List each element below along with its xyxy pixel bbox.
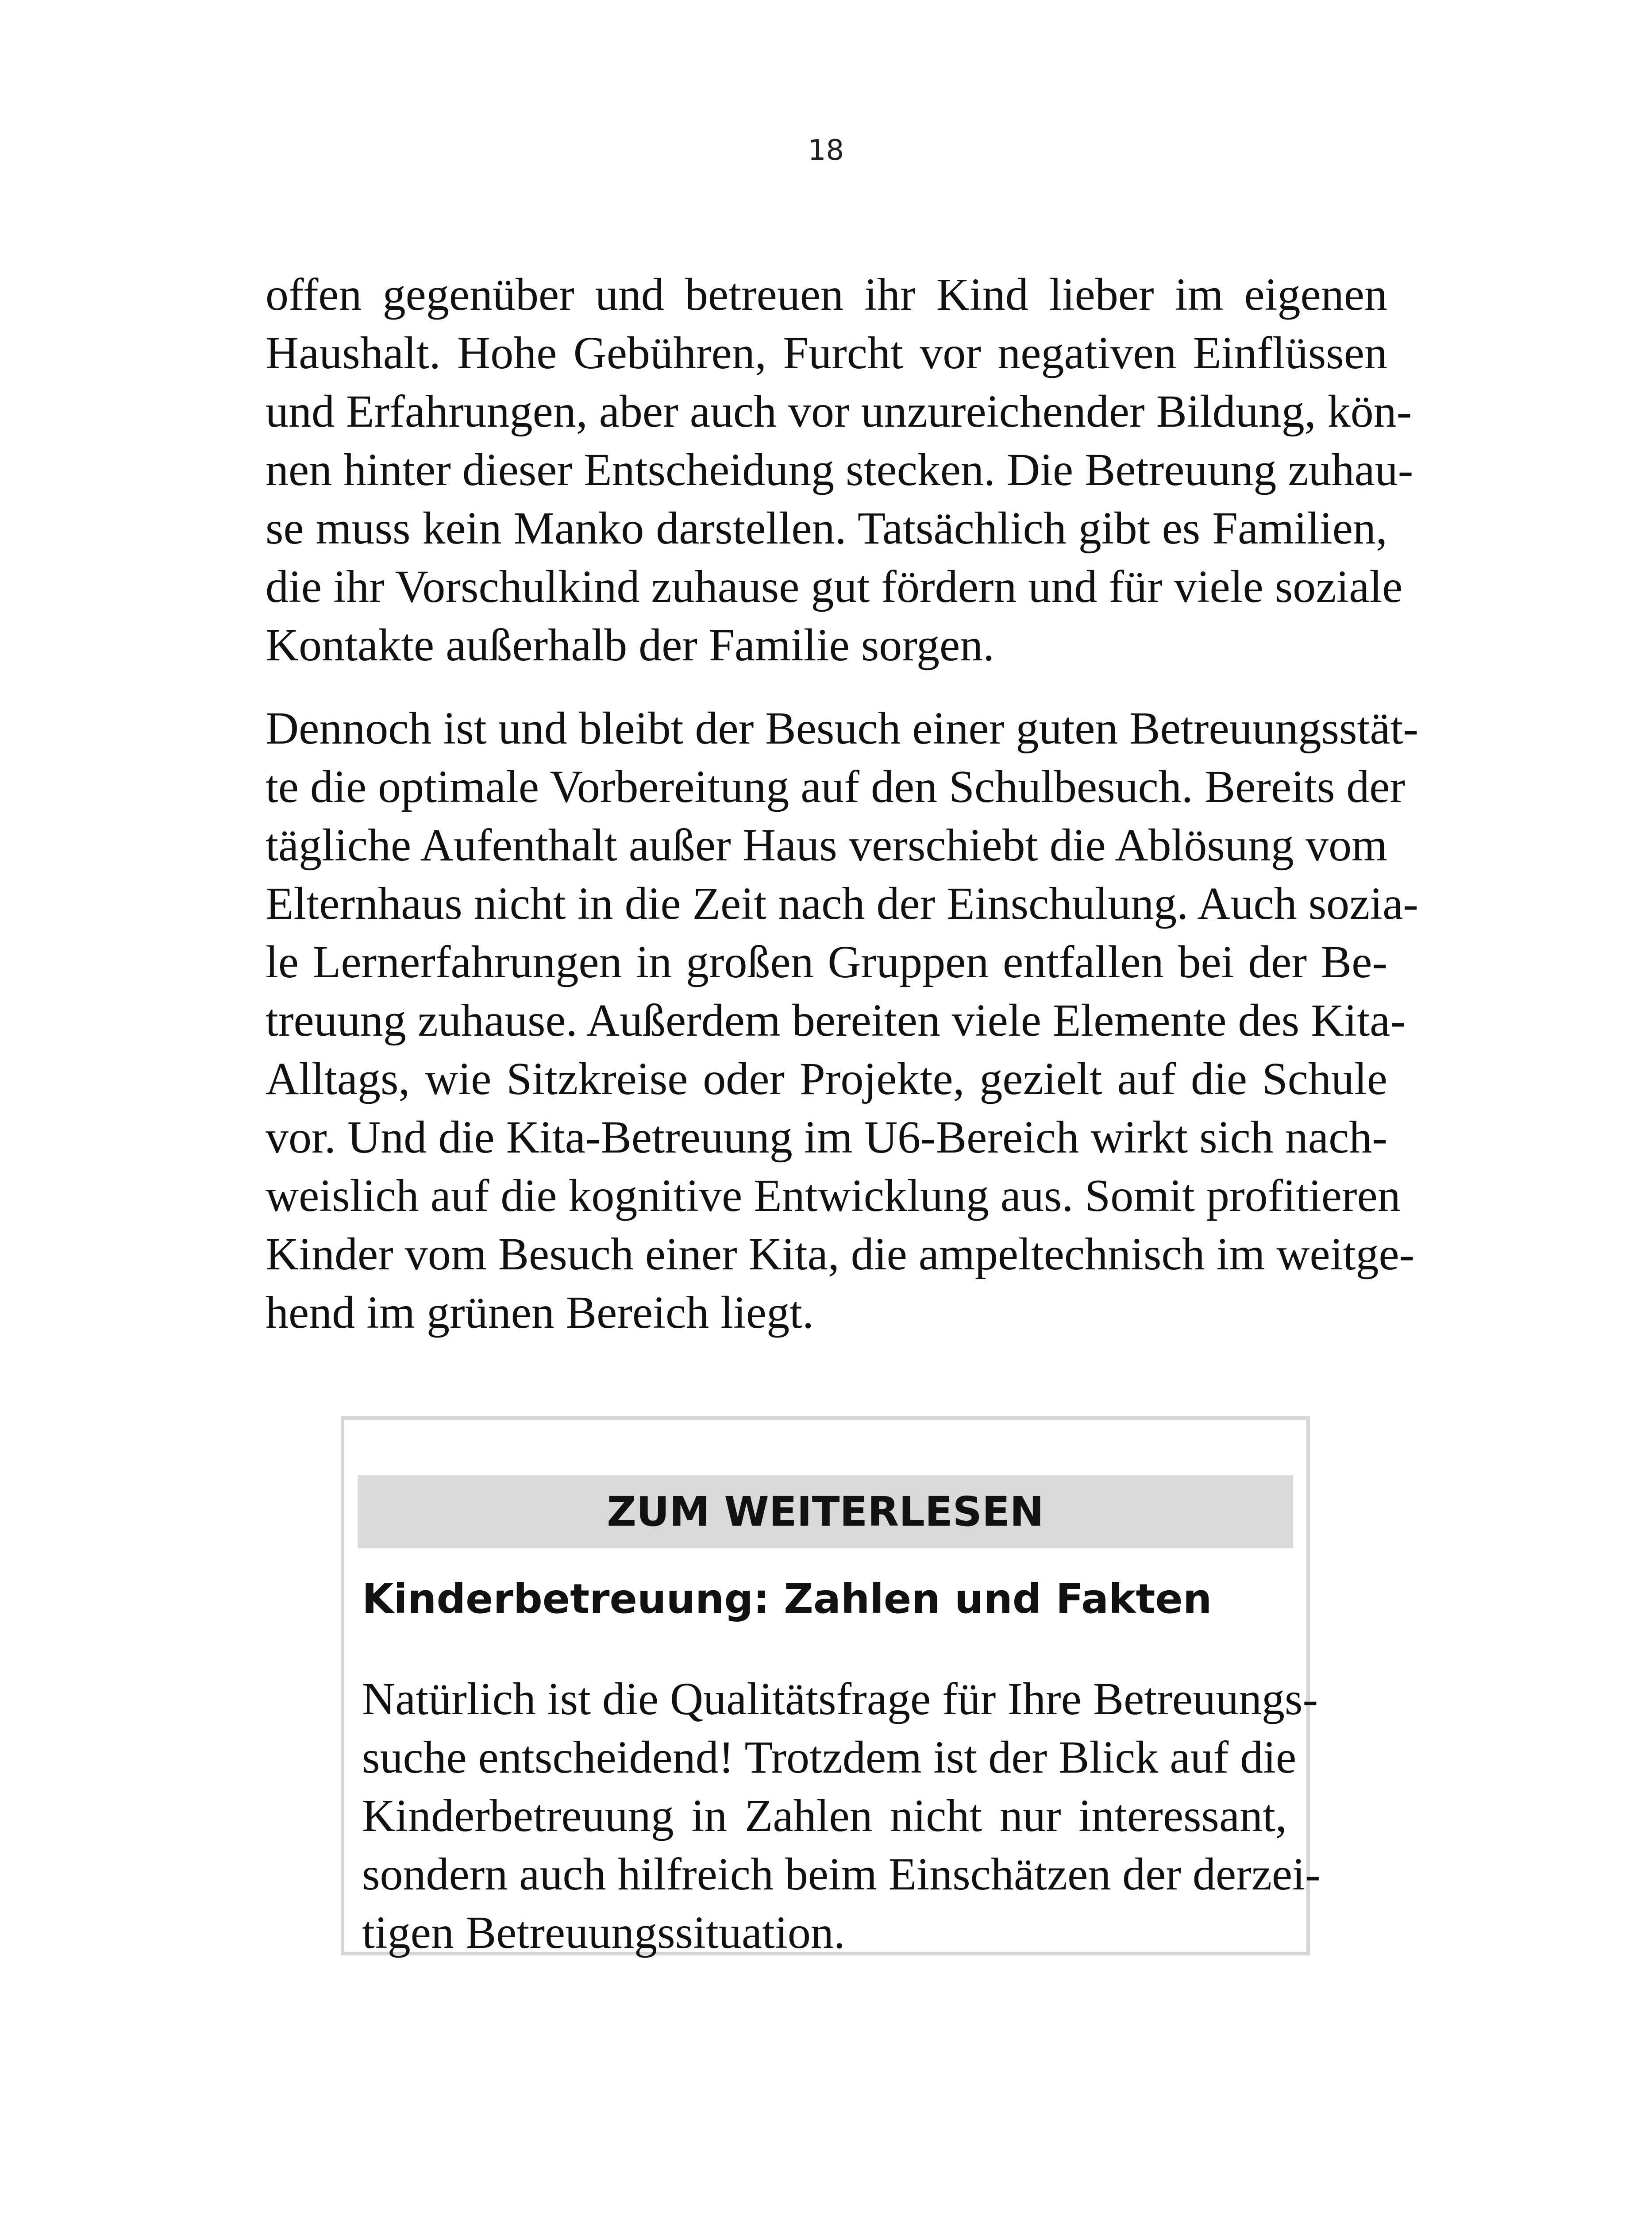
text-line: vor. Und die Kita-Betreuung im U6-Bereich wirkt sich nach- bbox=[266, 1112, 1387, 1163]
further-reading-box bbox=[341, 1416, 1321, 1958]
page-number: 18 bbox=[808, 134, 844, 167]
text-line: und Erfahrungen, aber auch vor unzureichender Bildung, kön- bbox=[266, 386, 1412, 437]
text-line: Kontakte außerhalb der Familie sorgen. bbox=[266, 620, 995, 671]
text-line: Kinderbetreuung in Zahlen nicht nur interessant, bbox=[362, 1790, 1287, 1841]
text-line: weislich auf die kognitive Entwicklung aus. Somit profitieren bbox=[266, 1170, 1401, 1221]
text-line: tägliche Aufenthalt außer Haus verschiebt die Ablösung vom bbox=[266, 820, 1387, 871]
text-line: offen gegenüber und betreuen ihr Kind lieber im eigenen bbox=[266, 269, 1387, 320]
body-paragraph-1 bbox=[266, 266, 1413, 675]
body-paragraph-2 bbox=[266, 699, 1419, 1342]
text-line: le Lernerfahrungen in großen Gruppen entfallen bei der Be- bbox=[266, 937, 1387, 987]
text-line: Kinder vom Besuch einer Kita, die ampeltechnisch im weitge- bbox=[266, 1229, 1415, 1280]
text-line: hend im grünen Bereich liegt. bbox=[266, 1287, 814, 1338]
text-line: nen hinter dieser Entscheidung stecken. Die Betreuung zuhau- bbox=[266, 444, 1413, 495]
text-line: Dennoch ist und bleibt der Besuch einer guten Betreuungsstät- bbox=[266, 703, 1419, 754]
further-reading-heading: Kinderbetreuung: Zahlen und Fakten bbox=[362, 1575, 1212, 1623]
text-line: te die optimale Vorbereitung auf den Schulbesuch. Bereits der bbox=[266, 761, 1406, 812]
text-line: Alltags, wie Sitzkreise oder Projekte, gezielt auf die Schule bbox=[266, 1053, 1387, 1104]
text-line: Elternhaus nicht in die Zeit nach der Einschulung. Auch sozia- bbox=[266, 878, 1419, 929]
text-line: treuung zuhause. Außerdem bereiten viele Elemente des Kita- bbox=[266, 995, 1406, 1046]
text-line: die ihr Vorschulkind zuhause gut fördern und für viele soziale bbox=[266, 561, 1403, 612]
further-reading-banner: ZUM WEITERLESEN bbox=[358, 1475, 1293, 1548]
further-reading-text bbox=[362, 1670, 1321, 1962]
text-line: suche entscheidend! Trotzdem ist der Blick auf die bbox=[362, 1732, 1297, 1783]
text-line: Natürlich ist die Qualitätsfrage für Ihre Betreuungs- bbox=[362, 1673, 1318, 1724]
text-line: se muss kein Manko darstellen. Tatsächlich gibt es Familien, bbox=[266, 503, 1387, 554]
text-line: Haushalt. Hohe Gebühren, Furcht vor negativen Einflüssen bbox=[266, 328, 1387, 378]
text-line: sondern auch hilfreich beim Einschätzen der derzei- bbox=[362, 1849, 1321, 1900]
text-line: tigen Betreuungssituation. bbox=[362, 1907, 845, 1958]
